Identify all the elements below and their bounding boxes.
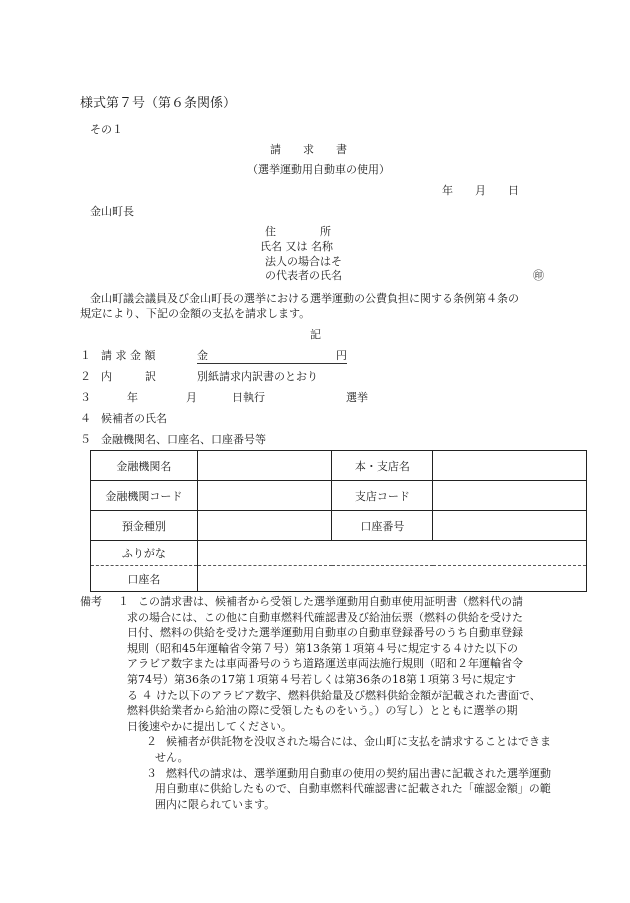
item4-num: ４ xyxy=(80,412,91,425)
corp-label-1: 法人の場合はそ xyxy=(265,255,342,268)
item2-label: 内 訳 xyxy=(101,370,156,383)
amount-field xyxy=(197,349,347,364)
note-1-line: 燃料供給業者から給油の際に受領したものをいう。）の写し）とともに選挙の期 xyxy=(127,704,518,718)
bank-name-field[interactable] xyxy=(197,451,332,481)
item3-num: ３ xyxy=(80,391,91,404)
item4-label: 候補者の氏名 xyxy=(101,412,167,425)
deposit-type-label: 預金種別 xyxy=(91,511,198,541)
account-name-label: 口座名 xyxy=(91,566,198,592)
account-name-field[interactable] xyxy=(197,566,586,592)
item3-day: 日執行 xyxy=(232,391,265,404)
body-text-line-1: 金山町議会議員及び金山町長の選挙における選挙運動の公費負担に関する条例第４条の xyxy=(90,292,519,305)
bank-name-label: 金融機関名 xyxy=(91,451,198,481)
bank-code-field[interactable] xyxy=(197,481,332,511)
name-label: 氏名 又は 名称 xyxy=(260,240,333,253)
furigana-label: ふりがな xyxy=(91,541,198,566)
form-number: 様式第７号（第６条関係） xyxy=(80,96,237,111)
table-row xyxy=(91,511,587,541)
note-1-line: 日後速やかに提出してください。 xyxy=(127,719,292,733)
amount-prefix: 金 xyxy=(197,349,208,362)
item2-value: 別紙請求内訳書のとおり xyxy=(197,370,318,383)
furigana-field[interactable] xyxy=(197,541,586,566)
item3-year: 年 xyxy=(127,391,138,404)
note-2-num: ２ xyxy=(146,735,157,749)
amount-suffix: 円 xyxy=(336,349,347,362)
account-number-field[interactable] xyxy=(433,511,587,541)
item2-num: ２ xyxy=(80,370,91,383)
note-2-line: せん。 xyxy=(155,751,189,764)
bank-code-label: 金融機関コード xyxy=(91,481,198,511)
note-1-num: １ xyxy=(118,595,129,608)
note-1-line: アラビア数字または車両番号のうち道路運送車両法施行規則（昭和２年運輸省令 xyxy=(127,657,523,671)
branch-code-label: 支店コード xyxy=(332,481,433,511)
note-3-line: 囲内に限られています。 xyxy=(155,797,276,811)
table-row xyxy=(91,566,587,592)
item5-label: 金融機関名、口座名、口座番号等 xyxy=(101,433,266,446)
seal-mark: ㊞ xyxy=(533,269,544,282)
note-1-line: 規則（昭和45年運輸省令第７号）第13条第１項第４号に規定する４けた以下の xyxy=(127,641,518,655)
note-1-line: 第74号）第36条の17第１項第４号若しくは第36条の18第１項第３号に規定す xyxy=(127,673,516,686)
note-2-line: 候補者が供託物を没収された場合には、金山町に支払を請求することはできま xyxy=(166,735,551,749)
corp-label-2: の代表者の氏名 xyxy=(265,269,342,282)
note-1-line: 日付、燃料の供給を受けた選挙運動用自動車の自動車登録番号のうち自動車登録 xyxy=(127,626,523,640)
item3-senkyo: 選挙 xyxy=(346,391,368,404)
addressee: 金山町長 xyxy=(90,205,134,218)
note-3-line: 用自動車に供給したもので、自動車燃料代確認書に記載された「確認金額」の範 xyxy=(155,782,551,796)
bank-info-table xyxy=(90,450,587,592)
item5-num: ５ xyxy=(80,433,91,446)
ki-heading: 記 xyxy=(310,328,321,341)
item1-label: 請 求 金 額 xyxy=(101,349,156,362)
note-1-line: 求の場合には、この他に自動車燃料代確認書及び給油伝票（燃料の供給を受けた xyxy=(127,610,523,624)
notes-section xyxy=(80,594,600,809)
document-subtitle: （選挙運動用自動車の使用） xyxy=(247,163,390,176)
address-label: 住 所 xyxy=(265,225,331,238)
note-3-num: ３ xyxy=(146,766,157,780)
note-1-line: この請求書は、候補者から受領した選挙運動用自動車使用証明書（燃料代の請 xyxy=(138,595,523,608)
document-title: 請 求 書 xyxy=(270,143,347,156)
branch-name-field[interactable] xyxy=(433,451,587,481)
date-field: 年 月 日 xyxy=(442,184,519,197)
branch-code-field[interactable] xyxy=(433,481,587,511)
body-text-line-2: 規定により、下記の金額の支払を請求します。 xyxy=(80,307,311,320)
notes-label: 備考 xyxy=(80,595,102,608)
account-number-label: 口座番号 xyxy=(332,511,433,541)
item1-num: １ xyxy=(80,349,91,362)
item3-month: 月 xyxy=(186,391,197,404)
branch-name-label: 本・支店名 xyxy=(332,451,433,481)
form-part: その１ xyxy=(90,123,123,136)
table-row xyxy=(91,541,587,566)
deposit-type-field[interactable] xyxy=(197,511,332,541)
table-row xyxy=(91,481,587,511)
table-row xyxy=(91,451,587,481)
note-3-line: 燃料代の請求は、選挙運動用自動車の使用の契約届出書に記載された選挙運動 xyxy=(166,766,551,780)
note-1-line: る ４ けた以下のアラビア数字、燃料供給量及び燃料供給金額が記載された書面で、 xyxy=(127,688,541,702)
